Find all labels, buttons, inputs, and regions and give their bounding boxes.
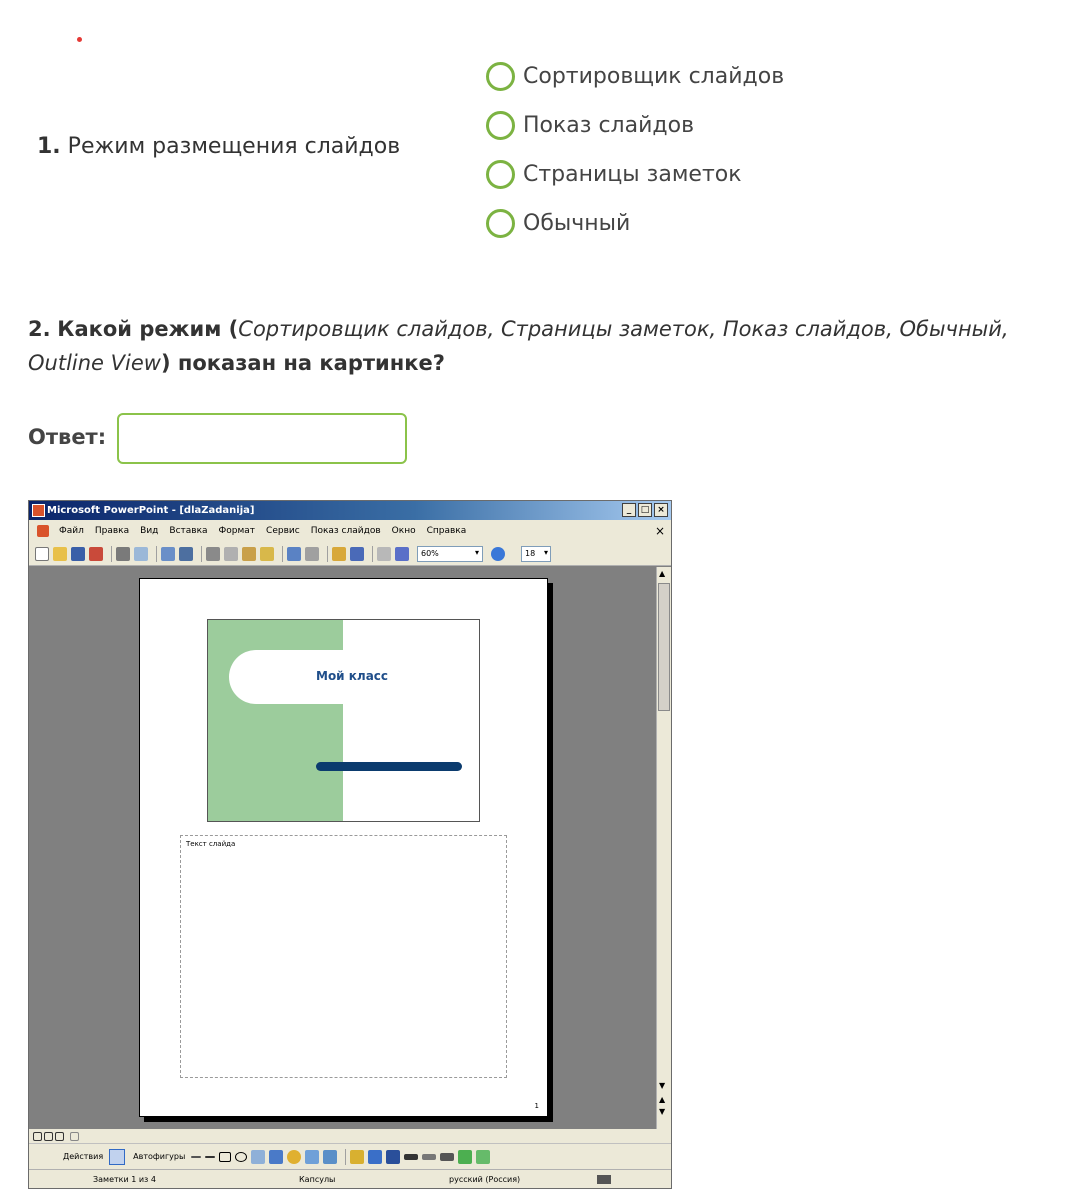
- option-label: Страницы заметок: [523, 162, 742, 187]
- toolbar-separator: [372, 546, 373, 562]
- scroll-up-icon[interactable]: ▲: [659, 569, 666, 578]
- radio-circle-icon[interactable]: [486, 209, 515, 238]
- status-bar: [29, 1169, 671, 1189]
- rectangle-icon[interactable]: [219, 1152, 231, 1162]
- view-buttons-bar: [29, 1129, 671, 1143]
- 3d-style-icon[interactable]: [476, 1150, 490, 1164]
- question-2-tail: ) показан на картинке?: [160, 351, 445, 375]
- format-painter-icon[interactable]: [260, 547, 274, 561]
- oval-icon[interactable]: [235, 1152, 247, 1162]
- font-size-select[interactable]: 18 ▾: [521, 546, 551, 562]
- window-title-bar: [29, 501, 671, 520]
- arrow-style-icon[interactable]: [440, 1153, 454, 1161]
- undo-icon[interactable]: [287, 547, 301, 561]
- window-buttons: [622, 503, 668, 517]
- status-language: русский (Россия): [449, 1175, 521, 1184]
- vertical-scrollbar[interactable]: [656, 567, 671, 1129]
- option-normal[interactable]: [486, 199, 784, 248]
- question-1-text: Режим размещения слайдов: [67, 134, 401, 159]
- insert-table-icon[interactable]: [350, 547, 364, 561]
- toolbar-separator: [201, 546, 202, 562]
- menu-bar: [29, 520, 671, 542]
- select-pointer-icon[interactable]: [109, 1149, 125, 1165]
- document-close-button[interactable]: ×: [654, 524, 665, 538]
- notes-text: Текст слайда: [186, 840, 236, 848]
- spelling-status-icon: [597, 1175, 611, 1184]
- question-2-number: 2.: [28, 317, 51, 341]
- menu-file[interactable]: Файл: [59, 526, 84, 536]
- slide-title: Мой класс: [316, 669, 389, 683]
- help-icon[interactable]: [491, 547, 505, 561]
- question-1-options: [486, 52, 784, 248]
- close-button[interactable]: ×: [654, 503, 668, 517]
- menu-slide-show[interactable]: Показ слайдов: [310, 526, 381, 536]
- question-1-number: 1.: [37, 134, 61, 159]
- question-2-options: Сортировщик слайдов, Страницы заметок, Показ слайдов, Обычный, Outline View: [28, 317, 1009, 375]
- font-color-icon[interactable]: [386, 1150, 400, 1164]
- option-label: Сортировщик слайдов: [523, 64, 785, 89]
- autoshapes-menu[interactable]: Автофигуры: [133, 1152, 186, 1161]
- option-label: Обычный: [523, 211, 631, 236]
- red-dot: [77, 37, 82, 42]
- maximize-button[interactable]: □: [638, 503, 652, 517]
- page-number: 1: [534, 1102, 539, 1110]
- normal-view-icon[interactable]: [33, 1132, 42, 1141]
- radio-circle-icon[interactable]: [486, 111, 515, 140]
- minimize-button[interactable]: _: [622, 503, 636, 517]
- menu-help[interactable]: Справка: [426, 526, 467, 536]
- slide-show-view-icon[interactable]: [55, 1132, 64, 1141]
- draw-actions-menu[interactable]: Действия: [63, 1152, 104, 1161]
- insert-chart-icon[interactable]: [332, 547, 346, 561]
- slide-thumbnail[interactable]: [207, 619, 480, 822]
- slide-blue-bar: [316, 762, 462, 771]
- wordart-icon[interactable]: [269, 1150, 283, 1164]
- status-page: Заметки 1 из 4: [93, 1175, 156, 1184]
- toolbar-separator: [282, 546, 283, 562]
- previous-slide-icon[interactable]: ▲: [659, 1095, 666, 1104]
- arrow-icon[interactable]: [205, 1156, 215, 1158]
- notes-placeholder[interactable]: [180, 835, 507, 1078]
- line-style-icon[interactable]: [404, 1154, 418, 1160]
- line-color-icon[interactable]: [368, 1150, 382, 1164]
- answer-input[interactable]: [117, 413, 407, 464]
- print-icon[interactable]: [116, 547, 130, 561]
- permission-icon[interactable]: [89, 547, 103, 561]
- radio-circle-icon[interactable]: [486, 160, 515, 189]
- line-icon[interactable]: [191, 1156, 201, 1158]
- menu-tools[interactable]: Сервис: [266, 526, 300, 536]
- question-2-lead: Какой режим (: [57, 317, 239, 341]
- question-1-label: [37, 134, 400, 159]
- answer-label: Ответ:: [28, 425, 107, 449]
- toolbar-separator: [345, 1149, 346, 1165]
- scroll-down-icon[interactable]: ▼: [659, 1081, 666, 1090]
- notes-page-workspace: [29, 567, 656, 1129]
- zoom-select[interactable]: 60% ▾: [417, 546, 483, 562]
- color-grayscale-icon[interactable]: [377, 547, 391, 561]
- show-grid-icon[interactable]: [395, 547, 409, 561]
- menu-view[interactable]: Вид: [140, 526, 159, 536]
- status-design: Капсулы: [299, 1175, 336, 1184]
- option-slide-show[interactable]: [486, 101, 784, 150]
- paste-icon[interactable]: [242, 547, 256, 561]
- dash-style-icon[interactable]: [422, 1154, 436, 1160]
- toolbar-separator: [327, 546, 328, 562]
- diagram-icon[interactable]: [287, 1150, 301, 1164]
- shadow-style-icon[interactable]: [458, 1150, 472, 1164]
- cut-icon[interactable]: [206, 547, 220, 561]
- horizontal-scroll-left-icon[interactable]: [70, 1132, 79, 1141]
- new-document-icon[interactable]: [35, 547, 49, 561]
- toolbar-separator: [156, 546, 157, 562]
- clipart-icon[interactable]: [305, 1150, 319, 1164]
- menu-format[interactable]: Формат: [218, 526, 256, 536]
- research-icon[interactable]: [179, 547, 193, 561]
- toolbar-separator: [111, 546, 112, 562]
- menu-insert[interactable]: Вставка: [169, 526, 208, 536]
- copy-icon[interactable]: [224, 547, 238, 561]
- spelling-icon[interactable]: [161, 547, 175, 561]
- scroll-thumb[interactable]: [658, 583, 670, 711]
- powerpoint-screenshot: [28, 500, 672, 1189]
- print-preview-icon[interactable]: [134, 547, 148, 561]
- menu-window[interactable]: Окно: [391, 526, 416, 536]
- option-notes-page[interactable]: [486, 150, 784, 199]
- option-label: Показ слайдов: [523, 113, 695, 138]
- menu-edit[interactable]: Правка: [94, 526, 130, 536]
- question-2-text: [28, 312, 1058, 380]
- powerpoint-app-icon: [32, 504, 45, 517]
- slide-sorter-view-icon[interactable]: [44, 1132, 53, 1141]
- drawing-toolbar: [29, 1143, 671, 1169]
- open-folder-icon[interactable]: [53, 547, 67, 561]
- fill-color-icon[interactable]: [350, 1150, 364, 1164]
- save-icon[interactable]: [71, 547, 85, 561]
- window-title: Microsoft PowerPoint - [dlaZadanija]: [47, 505, 255, 516]
- radio-circle-icon[interactable]: [486, 62, 515, 91]
- picture-icon[interactable]: [323, 1150, 337, 1164]
- document-icon: [37, 525, 49, 537]
- redo-icon[interactable]: [305, 547, 319, 561]
- notes-page: [139, 578, 548, 1117]
- option-slide-sorter[interactable]: [486, 52, 784, 101]
- next-slide-icon[interactable]: ▼: [659, 1107, 666, 1116]
- standard-toolbar: [29, 542, 671, 566]
- textbox-icon[interactable]: [251, 1150, 265, 1164]
